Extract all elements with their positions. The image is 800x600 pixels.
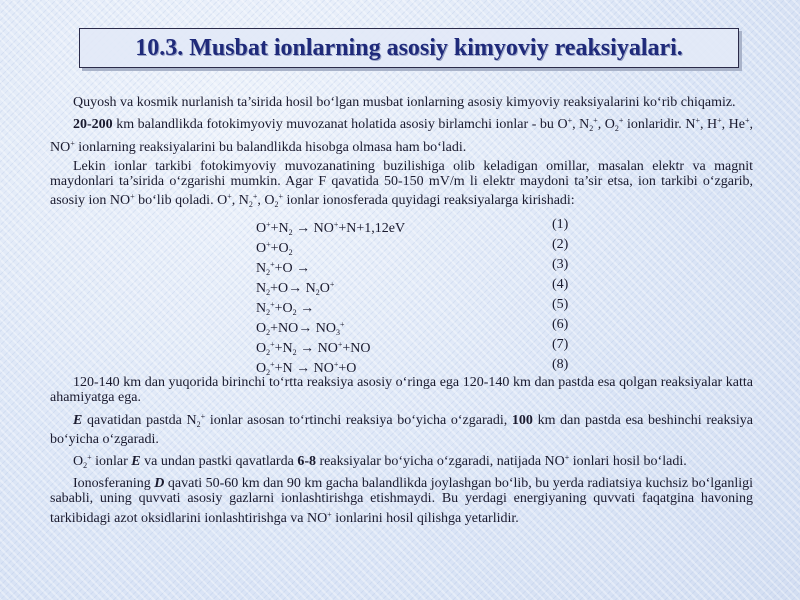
text-run: km dan pastda esa beshinchi reaksiya bo‘yicha o‘zgaradi. — [50, 412, 753, 447]
text-run: , O — [597, 117, 615, 133]
reaction-2 — [50, 235, 753, 258]
altitude-value: 100 — [511, 412, 533, 428]
paragraph-primary-ions: 20-200 km balandlikda fotokimyoviy muvozanat holatida asosiy birlamchi ionlar - bu O+, $N_2^+$, $O_2^+$ ionlaridir. N+, H+, He+, NO+ ionlarning reaksiyalarini bu balandlikda hisobga olmasa ham bo‘ladi. — [50, 116, 753, 156]
paragraph-o2-ions: $O_2^+$ ionlar E va undan pastki qavatlarda 6-8 reaksiyalar bo‘yicha o‘zgaradi, natijada NO+ ionlari hosil bo‘ladi. — [73, 453, 687, 471]
title-box — [79, 28, 739, 68]
reaction-number: (5) — [552, 297, 569, 313]
reaction-number: (1) — [552, 217, 569, 233]
page-title: 10.3. Musbat ionlarning asosiy kimyoviy reaksiyalari. — [135, 35, 683, 61]
reaction-5 — [50, 295, 753, 318]
reaction-formula: $O^++N_2 \to NO^++N+1,12eV$ — [256, 220, 406, 238]
reaction-7 — [50, 335, 753, 358]
reaction-number: (4) — [552, 277, 569, 293]
layer-letter: D — [154, 476, 165, 492]
text-run: , H — [699, 117, 718, 133]
text-run: qavati 50-60 km dan 90 km gacha balandlikda joylashgan bo‘lib, bu yerda radiatsiya kuchsiz bo‘lganligi sababli, uning quvvati asosiy gazlarni ionlashtirishga etishmaydi. Bu yerdagi energiyaning quvvati faqatgina havoning tarkibidagi azot oksidlarini ionlashtirishga va NO — [50, 476, 754, 526]
reaction-formula: $O_2^++N \to NO^++O$ — [256, 360, 357, 378]
reaction-6 — [50, 315, 753, 338]
text-run: , N — [231, 193, 249, 209]
text-run: ionlar — [91, 454, 132, 470]
reaction-formula: $O_2+NO\to NO_3^+$ — [256, 320, 345, 338]
text-run: ionlari hosil bo‘ladi. — [569, 454, 687, 470]
reaction-list — [50, 215, 753, 378]
paragraph-intro: Quyosh va kosmik nurlanish ta’sirida hosil bo‘lgan musbat ionlarning asosiy kimyoviy reaksiyalarini ko‘rib chiqamiz. — [73, 95, 736, 110]
text-run: reaksiyalar bo‘yicha o‘zgaradi, natijada NO — [315, 454, 565, 470]
text-run: ionlar ionosferada quyidagi reaksiyalarga kirishadi: — [282, 193, 575, 209]
text-run: , O — [257, 193, 275, 209]
text-run: ionlarning reaksiyalarini bu balandlikda hisobga olmasa ham bo‘ladi. — [74, 140, 467, 156]
reaction-formula: $N_2^++O$ → — [256, 260, 311, 278]
reaction-range: 6-8 — [297, 454, 316, 470]
reaction-formula: $O_2^++N_2 \to NO^++NO$ — [256, 340, 371, 358]
text-run: ionlarini hosil qilishga yetarlidir. — [331, 510, 519, 526]
paragraph-e-layer: E qavatidan pastda $N_2^+$ ionlar asosan to‘rtinchi reaksiya bo‘yicha o‘zgaradi, 100 km dan pastda esa beshinchi reaksiya bo‘yicha o‘zgaradi. — [50, 411, 753, 447]
text-run: Ionosferaning — [73, 476, 155, 492]
reaction-number: (7) — [552, 337, 569, 353]
text-run: , NO — [50, 117, 753, 156]
text-run: ionlar asosan to‘rtinchi reaksiya bo‘yicha o‘zgaradi, — [205, 412, 512, 428]
reaction-number: (2) — [552, 237, 569, 253]
text-run: , N — [572, 117, 590, 133]
paragraph-altitude-reactions: 120-140 km dan yuqorida birinchi to‘rtta reaksiya asosiy o‘ringa ega 120-140 km dan pastda esa qolgan reaksiyalar katta ahamiyatga ega. — [50, 375, 753, 406]
document-body — [50, 95, 753, 529]
layer-letter: E — [73, 412, 83, 428]
text-run: va undan pastki qavatlarda — [140, 454, 298, 470]
reaction-number: (3) — [552, 257, 569, 273]
text-run: , He — [721, 117, 745, 133]
reaction-formula: $N_2^++O_2$ → — [256, 300, 315, 318]
text-run: ionlaridir. N — [623, 117, 696, 133]
layer-letter: E — [131, 454, 141, 470]
altitude-range: 20-200 — [73, 117, 113, 133]
text-run: O — [73, 454, 84, 470]
reaction-3 — [50, 255, 753, 278]
reaction-formula: $O^++O_2$ — [256, 240, 293, 258]
text-run: qavatidan pastda N — [82, 412, 197, 428]
text-run: Lekin ionlar tarkibi fotokimyoviy muvozanatining buzilishiga olib keladigan omillar, masalan elektr va magnit maydonlari ta’sirida o‘zgarishi mumkin. Agar F qavatida 50-150 mV/m li elektr maydoni ta’sir etsa, ion tarkibi o‘zgarib, asosiy ion NO — [50, 158, 753, 209]
reaction-4 — [50, 275, 753, 298]
text-run: km balandlikda fotokimyoviy muvozanat holatida asosiy birlamchi ionlar - bu O — [112, 117, 568, 133]
reaction-8 — [50, 355, 753, 378]
paragraph-field-effects: Lekin ionlar tarkibi fotokimyoviy muvozanatining buzilishiga olib keladigan omillar, masalan elektr va magnit maydonlari ta’sirida o‘zgarishi mumkin. Agar F qavatida 50-150 mV/m li elektr maydoni ta’sir etsa, ion tarkibi o‘zgarib, asosiy ion NO+ bo‘lib qoladi. O+, $N_2^+$, $O_2^+$ ionlar ionosferada quyidagi reaksiyalarga kirishadi: — [50, 158, 753, 210]
reaction-number: (8) — [552, 357, 569, 373]
paragraph-d-layer: Ionosferaning D qavati 50-60 km dan 90 km gacha balandlikda joylashgan bo‘lib, bu yerda radiatsiya kuchsiz bo‘lganligi sababli, uning quvvati asosiy gazlarni ionlashtirishga etishmaydi. Bu yerdagi energiyaning quvvati faqatgina havoning tarkibidagi azot oksidlarini ionlashtirishga va NO+ ionlarini hosil qilishga yetarlidir. — [50, 476, 754, 526]
reaction-1 — [50, 215, 753, 238]
text-run: bo‘lib qoladi. O — [134, 193, 228, 209]
reaction-formula: $N_2+O\to N_2O^+$ — [256, 280, 335, 298]
reaction-number: (6) — [552, 317, 569, 333]
